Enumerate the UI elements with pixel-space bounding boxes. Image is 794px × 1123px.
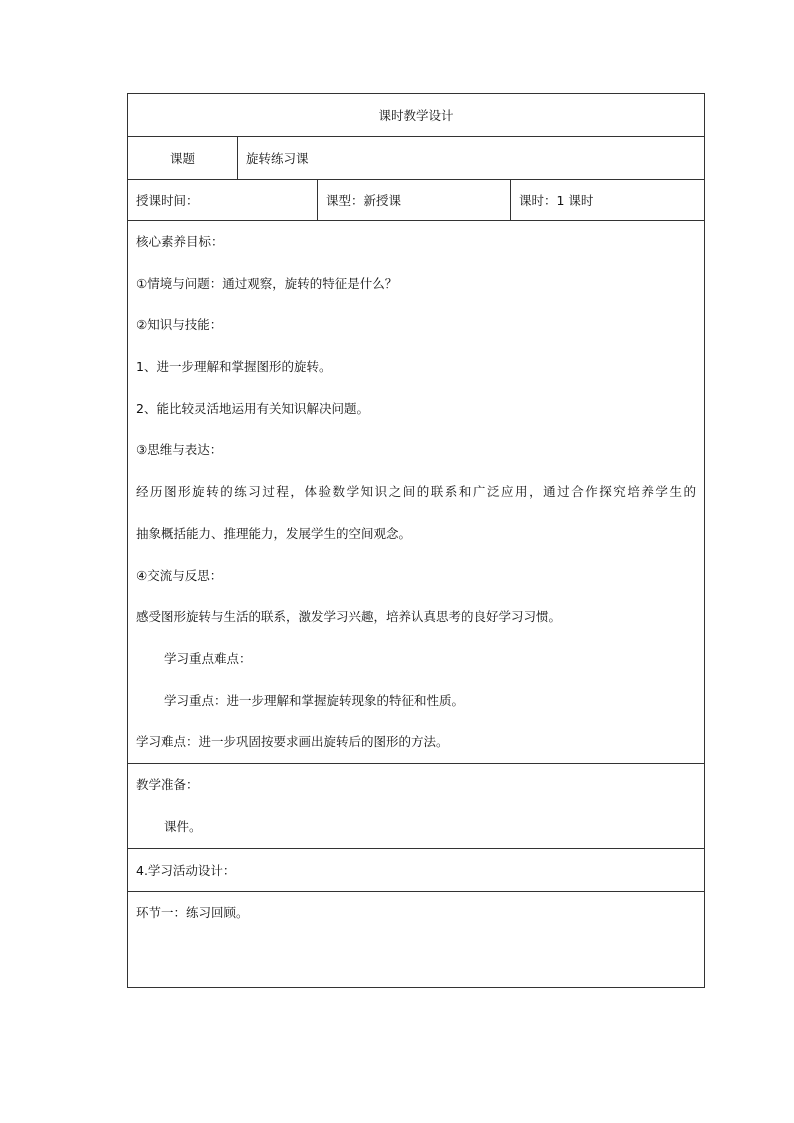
activity-heading-row xyxy=(128,848,705,891)
reflection-heading: ④交流与反思： xyxy=(136,567,223,583)
thinking-heading: ③思维与表达： xyxy=(136,442,223,458)
topic-label: 课题 xyxy=(128,137,238,180)
objectives-heading: 核心素养目标： xyxy=(136,234,224,249)
situation-question: ①情境与问题：通过观察，旋转的特征是什么？ xyxy=(136,275,398,291)
document-title: 课时教学设计 xyxy=(128,94,705,137)
reflection-text: 感受图形旋转与生活的联系，激发学习兴趣，培养认真思考的良好学习习惯。 xyxy=(136,609,562,625)
topic-value: 旋转练习课 xyxy=(238,137,705,180)
type-label: 课型：新授课 xyxy=(318,180,511,221)
topic-row xyxy=(128,137,705,180)
knowledge-item-1: 1、进一步理解和掌握图形的旋转。 xyxy=(136,359,332,375)
lesson-plan-table xyxy=(127,93,705,988)
thinking-text-line-1: 经历图形旋转的练习过程，体验数学知识之间的联系和广泛应用，通过合作探究培养学生的 xyxy=(136,484,697,500)
time-label: 授课时间： xyxy=(128,180,318,221)
activity-cell xyxy=(128,891,705,987)
preparation-content: 课件。 xyxy=(164,818,202,834)
period-label: 课时：1 课时 xyxy=(511,180,705,221)
meta-row xyxy=(128,180,705,221)
key-point: 学习重点：进一步理解和掌握旋转现象的特征和性质。 xyxy=(164,692,465,708)
thinking-text-line-2: 抽象概括能力、推理能力，发展学生的空间观念。 xyxy=(136,525,412,541)
title-row xyxy=(128,94,705,137)
objectives-row xyxy=(128,221,705,764)
knowledge-item-2: 2、能比较灵活地运用有关知识解决问题。 xyxy=(136,400,369,416)
objectives-cell xyxy=(128,221,705,764)
activity-step-1: 环节一：练习回顾。 xyxy=(136,904,249,920)
preparation-row xyxy=(128,763,705,848)
keypoints-heading: 学习重点难点： xyxy=(164,650,252,666)
preparation-heading: 教学准备： xyxy=(136,776,199,792)
preparation-cell xyxy=(128,763,705,848)
activity-row xyxy=(128,891,705,987)
activity-heading: 4.学习活动设计： xyxy=(128,848,705,891)
knowledge-heading: ②知识与技能： xyxy=(136,317,223,333)
difficulty: 学习难点：进一步巩固按要求画出旋转后的图形的方法。 xyxy=(136,734,449,750)
